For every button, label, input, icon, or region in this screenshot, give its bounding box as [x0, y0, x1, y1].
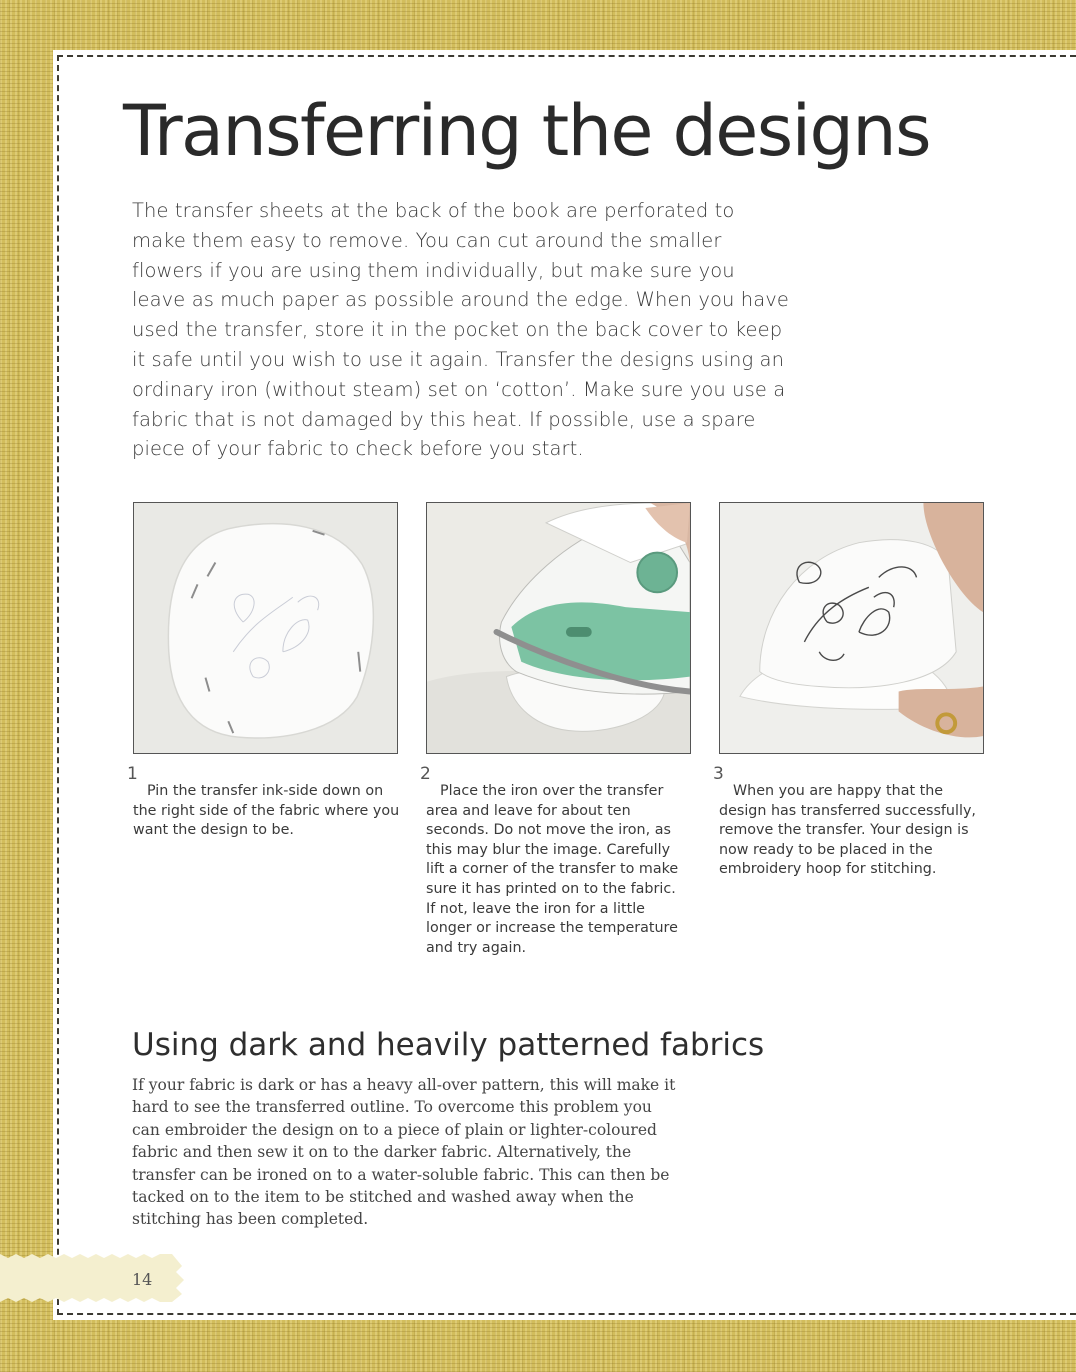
ironing-illustration: [427, 503, 690, 753]
page-number-tab: [0, 1252, 188, 1304]
intro-paragraph: The transfer sheets at the back of the book are perforated to make them easy to remove. You can cut around the smaller flowers if you are using them individually, but make sure you leave as much paper as possible around the edge. When you have used the transfer, store it in the pocket on the back cover to keep it safe until you wish to use it again. Transfer the designs using an ordinary iron (without steam) set on ‘cotton’. Make sure you use a fabric that is not damaged by this heat. If possible, use a spare piece of your fabric to check before you start.: [132, 199, 790, 461]
step-1-number: 1: [127, 764, 138, 784]
peeling-transfer-illustration: [720, 503, 983, 753]
step-3-text: When you are happy that the design has transferred successfully, remove the transfer. Your design is now ready to be placed in the embroidery hoop for stitching.: [719, 783, 976, 878]
ironing-photo: [426, 502, 691, 754]
pinned-transfer-photo: [133, 502, 398, 754]
page-number: 14: [132, 1270, 153, 1289]
section-paragraph: If your fabric is dark or has a heavy all-over pattern, this will make it hard to see the transferred outline. To overcome this problem you can embroider the design on to a piece of plain or lighter-coloured fabric and then sew it on to the darker fabric. Alternatively, the transfer can be ironed on to a water-soluble fabric. This can then be tacked on to the item to be stitched and washed away when the stitching has been completed.: [132, 1076, 676, 1229]
zigzag-tab-shape: [0, 1252, 188, 1304]
step-1-text: Pin the transfer ink-side down on the right side of the fabric where you want the design to be.: [133, 783, 400, 839]
step-2-number: 2: [420, 764, 431, 784]
peeling-transfer-photo: [719, 502, 984, 754]
step-3-number: 3: [713, 764, 724, 784]
section-heading: Using dark and heavily patterned fabrics: [132, 1027, 765, 1063]
page-title: Transferring the designs: [123, 90, 930, 172]
step-2-text: Place the iron over the transfer area and leave for about ten seconds. Do not move the iron, as this may blur the image. Carefully lift a corner of the transfer to make sure it has printed on to the fabric. If not, leave the iron for a little longer or increase the temperature and try again.: [426, 783, 679, 956]
pinned-transfer-illustration: [134, 503, 397, 753]
